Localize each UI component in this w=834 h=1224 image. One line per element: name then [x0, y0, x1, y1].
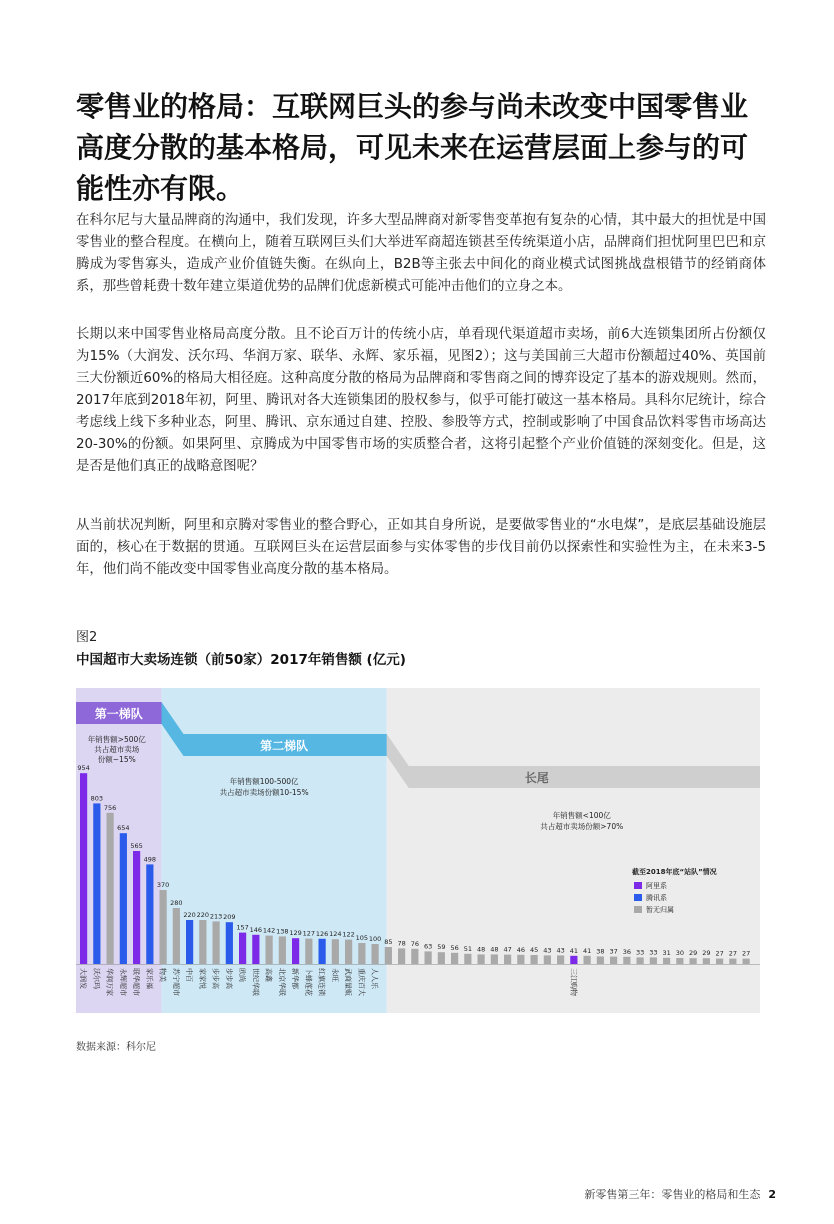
bar-category-label: 沃尔玛: [92, 968, 101, 989]
bar: [133, 851, 140, 964]
bar-value-label: 142: [262, 926, 276, 935]
bar-value-label: 27: [715, 949, 724, 958]
bar: [663, 958, 670, 964]
bar: [584, 956, 591, 964]
bar-value-label: 31: [662, 948, 671, 957]
bar: [319, 939, 326, 964]
bar: [332, 939, 339, 964]
bar: [517, 955, 524, 964]
bar: [146, 864, 153, 964]
bar-value-label: 48: [490, 945, 499, 954]
bar-category-label: 卜蜂莲花: [304, 968, 313, 996]
bar: [676, 958, 683, 964]
bar-category-label: 大润发: [79, 968, 87, 989]
bar-category-label: 重庆百大: [357, 968, 366, 996]
bar-value-label: 220: [196, 911, 210, 919]
bar: [451, 953, 458, 964]
bar-value-label: 56: [450, 943, 459, 952]
bar: [173, 908, 180, 964]
bar-category-label: 人人乐: [370, 968, 379, 989]
bar-value-label: 220: [183, 911, 196, 919]
bar-value-label: 209: [223, 913, 236, 922]
bar: [570, 956, 577, 964]
bar: [491, 954, 498, 964]
bar-category-label: 欧尚: [238, 968, 246, 982]
bar: [398, 948, 405, 964]
bar: [80, 773, 87, 964]
bar: [160, 890, 167, 964]
bar-value-label: 27: [741, 949, 751, 958]
legend-swatch: [634, 906, 642, 913]
bar-value-label: 41: [582, 946, 592, 955]
bar-value-label: 38: [596, 947, 605, 956]
legend-title: 截至2018年底“站队”情况: [632, 868, 717, 876]
bar-value-label: 803: [90, 794, 104, 803]
bar: [372, 944, 379, 964]
bar-value-label: 63: [423, 942, 433, 951]
bar-value-label: 129: [289, 929, 302, 938]
bar: [637, 957, 644, 964]
bar-value-label: 954: [77, 764, 90, 773]
bar-value-label: 43: [543, 946, 552, 955]
tier2-name: 第二梯队: [260, 739, 309, 753]
bar-value-label: 33: [635, 948, 645, 957]
bar: [186, 920, 193, 964]
bar-category-label: 中百: [185, 968, 193, 982]
tail-note-line: 年销售额<100亿: [552, 811, 611, 820]
bar: [464, 954, 471, 964]
bar: [557, 955, 564, 964]
bar: [279, 936, 286, 964]
bar: [743, 959, 750, 964]
legend-swatch: [634, 882, 642, 889]
bar-category-label: 步步高: [211, 968, 220, 989]
bar: [345, 940, 352, 964]
bar: [358, 943, 365, 964]
bar-category-label: 物美: [158, 968, 167, 982]
bar-value-label: 41: [569, 946, 578, 955]
tail-note-line: 共占超市卖场份额>70%: [540, 822, 624, 831]
bar-value-label: 138: [276, 927, 289, 936]
bar: [239, 933, 246, 964]
tier1-note-line: 份额~15%: [97, 755, 136, 764]
bar-category-label: 武商量贩: [344, 968, 352, 996]
retail-chain-sales-chart: [76, 688, 760, 1028]
bar: [305, 939, 312, 964]
bar-category-label: 联华超市: [132, 968, 140, 996]
tier1-name: 第一梯队: [94, 707, 143, 721]
bar: [425, 951, 432, 964]
bar-value-label: 146: [249, 925, 263, 934]
bar-category-label: 华润万家: [105, 968, 114, 996]
bar: [716, 959, 723, 964]
bar-category-label: 永辉超市: [118, 968, 127, 996]
bar-category-label: 世纪华联: [251, 968, 260, 996]
bar-value-label: 280: [170, 899, 183, 907]
bar: [385, 947, 392, 964]
bar-value-label: 126: [315, 929, 329, 938]
paragraph-3: 从当前状况判断，阿里和京腾对零售业的整合野心，正如其自身所说，是要做零售业的“水电煤”，是底层基础设施层面的，核心在于数据的贯通。互联网巨头在运营层面参与实体零售的步伐目前仍以探索性和实验性为主，在未来3-5年，他们尚不能改变中国零售业高度分散的基本格局。: [76, 518, 766, 577]
bar-value-label: 37: [609, 947, 618, 956]
tier2-note-line: 年销售额100-500亿: [229, 777, 299, 786]
footer-title: 新零售第三年：零售业的格局和生态: [584, 1188, 761, 1201]
bar: [411, 949, 418, 964]
figure-label: 图2: [76, 630, 98, 645]
bar: [252, 935, 259, 964]
bar: [226, 922, 233, 964]
paragraph-1: 在科尔尼与大量品牌商的沟通中，我们发现，许多大型品牌商对新零售变革抱有复杂的心情，其中最大的担忧是中国零售业的整合程度。在横向上，随着互联网巨头们大举进军商超连锁甚至传统渠道小店，品牌商们担忧阿里巴巴和京腾成为零售寡头，造成产业价值链失衡。在纵向上，B2B等主张去中间化的商业模式试图挑战盘根错节的经销商体系，那些曾耗费十数年建立渠道优势的品牌们优虑新模式可能冲击他们的立身之本。: [76, 213, 766, 294]
bar-value-label: 76: [410, 939, 419, 948]
bar-category-label: 苏宁超市: [171, 968, 180, 996]
legend-label: 阿里系: [646, 882, 667, 890]
bar-value-label: 29: [688, 949, 698, 958]
page-headline: 零售业的格局：互联网巨头的参与尚未改变中国零售业高度分散的基本格局，可见未来在运营层面上参与的可能性亦有限。: [76, 90, 749, 205]
bar: [650, 957, 657, 964]
bar-category-label: 永旺: [330, 968, 339, 982]
legend-label: 腾讯系: [646, 894, 667, 902]
bar-value-label: 30: [675, 949, 684, 957]
bar-value-label: 498: [143, 855, 157, 864]
bar: [266, 936, 273, 964]
paragraph-2: 长期以来中国零售业格局高度分散。且不论百万计的传统小店，单看现代渠道超市卖场，前6大连锁集团所占份额仅为15%（大润发、沃尔玛、华润万家、联华、永辉、家乐福，见图2）；这与美国前三大超市份额超过40%、英国前三大份额近60%的格局大相径庭。这种高度分散的格局为品牌商和零售商之间的博弈设定了基本的游戏规则。然而，2017年底到2018年初，阿里、腾讯对各大连锁集团的股权参与，似乎可能打破这一基本格局。具科尔尼统计，综合考虑线上线下多种业态，阿里、腾讯、京东通过自建、控股、参股等方式，控制或影响了中国食品饮料零售市场高达20-30%的份额。如果阿里、京腾成为中国零售市场的实质整合者，这将引起整个产业价值链的深刻变化。但是，这是否是他们真正的战略意图呢？: [76, 327, 766, 474]
bar-category-label: 家家悦: [198, 968, 207, 989]
bar-category-label: 高鑫: [264, 968, 273, 982]
tier1-note-line: 共占超市卖场: [94, 745, 140, 754]
bar-category-label: 北京华联: [277, 968, 286, 996]
bar-value-label: 85: [384, 938, 393, 946]
bar: [292, 938, 299, 964]
bar-value-label: 100: [368, 935, 382, 943]
bar-value-label: 370: [156, 881, 170, 889]
tier2-note-line: 共占超市卖场份额10-15%: [219, 788, 309, 797]
legend-swatch: [634, 894, 642, 901]
bar: [107, 813, 114, 964]
legend-label: 暂无归属: [646, 906, 674, 914]
page-footer: [584, 1186, 776, 1202]
bar: [438, 952, 445, 964]
figure-title: 中国超市大卖场连锁（前50家）2017年销售额 (亿元): [76, 652, 406, 668]
data-source: 数据来源：科尔尼: [76, 1042, 156, 1053]
tail-name: 长尾: [524, 771, 549, 785]
bar: [544, 955, 551, 964]
bar-value-label: 565: [130, 842, 143, 850]
bar-value-label: 48: [476, 945, 486, 954]
bar: [703, 958, 710, 964]
bar-value-label: 27: [728, 949, 737, 958]
bar-value-label: 29: [702, 949, 711, 958]
bar-value-label: 78: [397, 939, 406, 948]
bar: [504, 955, 511, 964]
bar-value-label: 43: [556, 946, 565, 955]
bar-value-label: 45: [529, 946, 539, 954]
bar-value-label: 51: [463, 944, 472, 953]
bar-category-label: 红旗连锁: [317, 968, 326, 996]
bar-category-label: 三江购物: [569, 968, 578, 996]
bar: [120, 833, 127, 964]
bar: [729, 959, 736, 964]
bar: [199, 920, 206, 964]
bar-value-label: 59: [437, 943, 446, 952]
bar: [478, 954, 485, 964]
page-number: 2: [768, 1188, 776, 1201]
bar-value-label: 213: [209, 912, 223, 921]
bar-value-label: 756: [103, 803, 117, 812]
bar: [213, 921, 220, 964]
bar-value-label: 105: [355, 934, 369, 942]
bar: [623, 957, 630, 964]
bar-category-label: 家乐福: [145, 968, 154, 989]
bar-value-label: 157: [236, 923, 249, 932]
tier1-note-line: 年销售额>500亿: [87, 735, 146, 744]
bar: [597, 956, 604, 964]
bar-value-label: 36: [622, 947, 631, 956]
bar-value-label: 654: [117, 824, 130, 833]
bar: [610, 957, 617, 964]
bar: [93, 803, 100, 964]
bar-category-label: 步步高: [224, 968, 233, 989]
bar-value-label: 127: [302, 929, 316, 938]
bar: [531, 955, 538, 964]
bar: [690, 958, 697, 964]
bar-value-label: 124: [329, 930, 342, 939]
bar-value-label: 33: [649, 948, 658, 957]
bar-category-label: 新华都: [291, 968, 299, 989]
bar-value-label: 47: [503, 945, 512, 954]
bar-value-label: 46: [516, 945, 525, 954]
bar-value-label: 122: [342, 930, 355, 939]
